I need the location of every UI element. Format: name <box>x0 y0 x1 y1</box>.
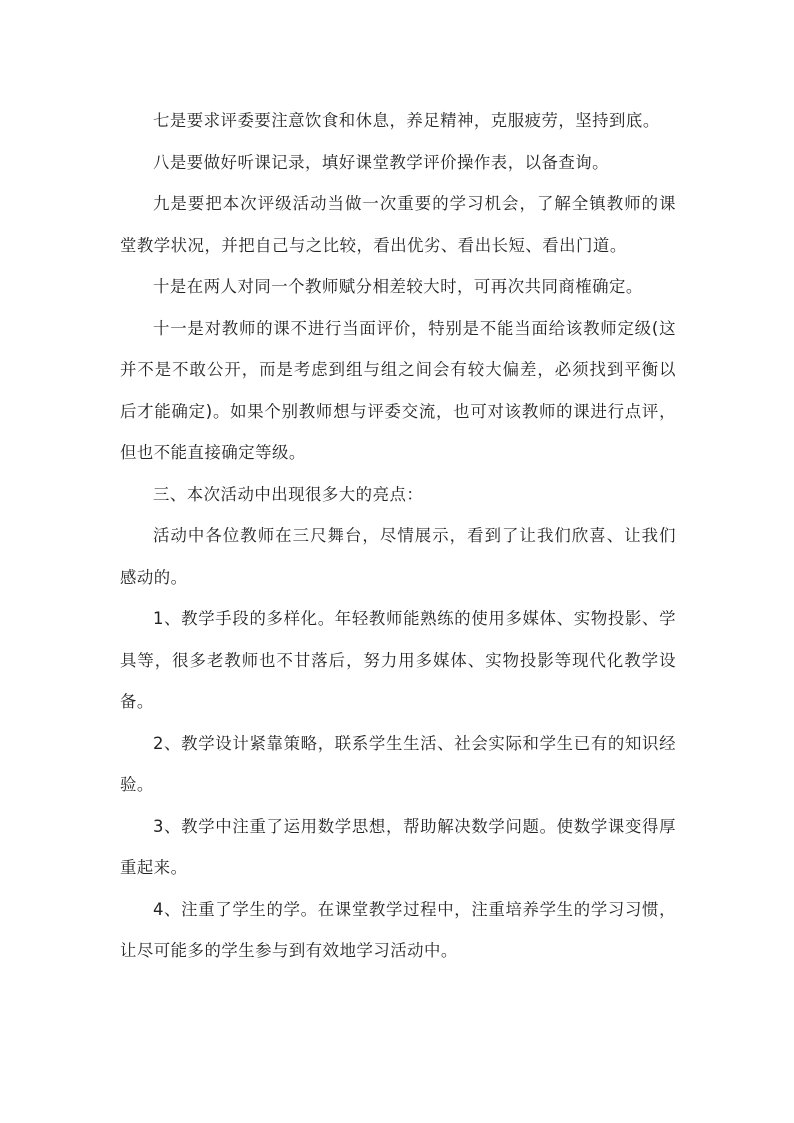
document-body <box>120 100 676 972</box>
paragraph-7: 七是要求评委要注意饮食和休息，养足精神，克服疲劳，坚持到底。 <box>153 111 660 130</box>
paragraph-10: 十是在两人对同一个教师赋分相差较大时，可再次共同商榷确定。 <box>153 277 643 296</box>
paragraph-intro: 活动中各位教师在三尺舞台，尽情展示，看到了让我们欣喜、让我们感动的。 <box>120 526 676 587</box>
paragraph-11: 十一是对教师的课不进行当面评价，特别是不能当面给该教师定级(这并不是不敢公开，而是考虑到组与组之间会有较大偏差，必须找到平衡以后才能确定)。如果个别教师想与评委交流，也可对该教师的课进行点评，但也不能直接确定等级。 <box>120 318 676 462</box>
section-heading-highlights: 三、本次活动中出现很多大的亮点： <box>153 484 424 504</box>
paragraph-9: 九是要把本次评级活动当做一次重要的学习机会，了解全镇教师的课堂教学状况，并把自己与之比较，看出优劣、看出长短、看出门道。 <box>120 194 676 255</box>
list-item-4: 4、注重了学生的学。在课堂教学过程中，注重培养学生的学习习惯，让尽可能多的学生参与到有效地学习活动中。 <box>120 899 676 960</box>
list-item-2: 2、教学设计紧靠策略，联系学生生活、社会实际和学生已有的知识经验。 <box>120 733 676 794</box>
paragraph-8: 八是要做好听课记录，填好课堂教学评价操作表，以备查询。 <box>153 152 610 172</box>
list-item-1: 1、教学手段的多样化。年轻教师能熟练的使用多媒体、实物投影、学具等，很多老教师也不甘落后，努力用多媒体、实物投影等现代化教学设备。 <box>120 609 676 711</box>
list-item-3: 3、教学中注重了运用数学思想，帮助解决数学问题。使数学课变得厚重起来。 <box>120 816 676 877</box>
